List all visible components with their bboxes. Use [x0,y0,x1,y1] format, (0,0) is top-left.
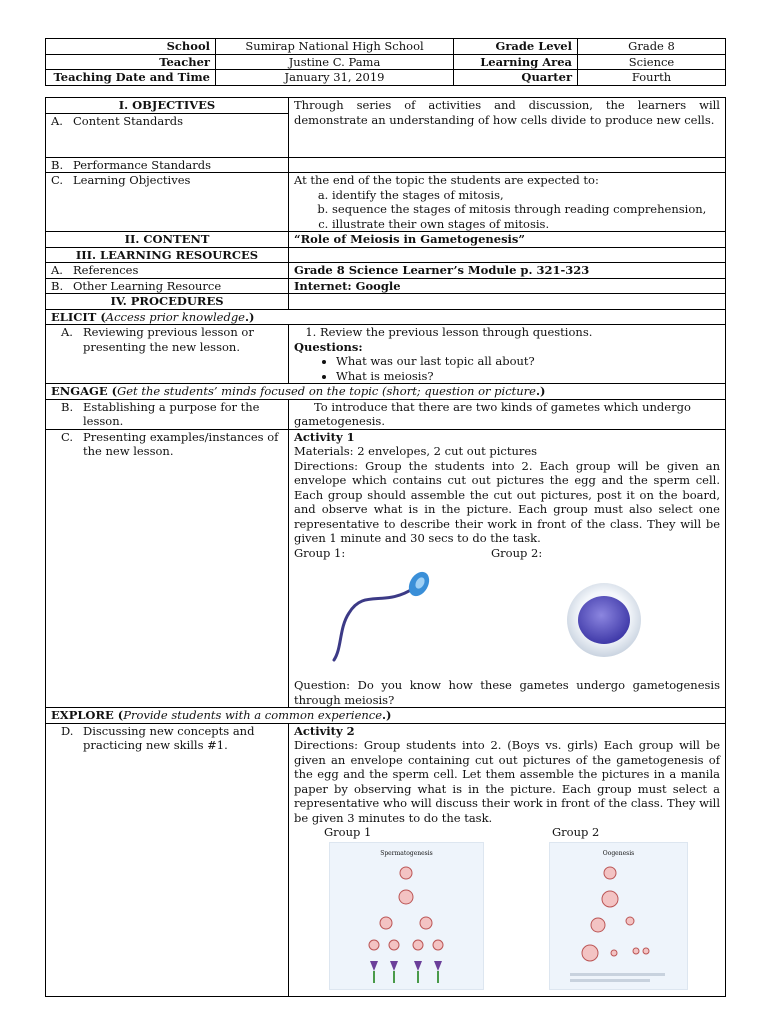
purpose-label: Establishing a purpose for the lesson. [83,399,260,428]
activity1-group1: Group 1: [294,545,346,560]
gamete-images [294,560,720,678]
quarter-label: Quarter [454,70,578,86]
purpose-cell: B. Establishing a purpose for the lesson. [46,399,289,429]
teacher-label: Teacher [46,54,216,70]
elicit-row: ELICIT (Access prior knowledge.) [46,309,726,325]
date-label: Teaching Date and Time [46,70,216,86]
activity2-title: Activity 2 [294,723,355,738]
oogenesis-diagram: Oogenesis [549,842,688,990]
resources-title: III. LEARNING RESOURCES [46,247,289,263]
other-resource-value: Internet: Google [289,278,726,294]
activity2-directions: Directions: Group students into 2. (Boys vs. girls) Each group will be given an envelope containing cut out pictures of the gametogenesis of the egg and the sperm cell. Let them assemble the pictures in a manila paper by observing what is in the picture. Each group must select a representative who will discuss their work in front of the class. They will be given 3 minutes to do the task. [294,738,720,825]
activity1-groups [294,546,720,561]
sperm-cell-image [324,568,444,668]
content-value: “Role of Meiosis in Gametogenesis” [289,232,726,248]
header-table [45,38,726,86]
explore-row: EXPLORE (Provide students with a common experience.) [46,708,726,724]
new-concepts-value [289,723,726,996]
grade-label: Grade Level [454,39,578,55]
date-value: January 31, 2019 [216,70,454,86]
activity1-title: Activity 1 [294,429,355,444]
learning-objectives-cell: C. Learning Objectives [46,173,289,232]
questions-label: Questions: [294,339,363,354]
content-standards-text: Through series of activities and discussion, the learners will demonstrate an understanding of how cells divide to produce new cells. [289,98,726,158]
purpose-value: To introduce that there are two kinds of gametes which undergo gametogenesis. [289,399,726,429]
performance-standards-label: Performance Standards [73,157,212,172]
learning-objectives-label: Learning Objectives [73,173,191,187]
activity2-group2: Group 2 [552,825,600,839]
other-resource-label: Other Learning Resource [73,278,222,293]
examples-label: Presenting examples/instances of the new lesson. [83,429,279,458]
other-resource-cell: B. Other Learning Resource [46,278,289,294]
review-lesson-cell: A. Reviewing previous lesson or presenting the new lesson. [46,325,289,384]
learning-objectives-value [289,173,726,232]
review-item: 1. Review the previous lesson through questions. [320,325,720,340]
objectives-intro: At the end of the topic the students are expected to: [294,173,599,187]
objective-item: a. identify the stages of mitosis, [332,188,720,203]
activity2-group1: Group 1 [324,825,372,839]
content-standards-label: Content Standards [73,113,183,128]
objectives-title: I. OBJECTIVES [46,98,289,114]
question-item: • What was our last topic all about? [336,354,720,369]
objective-item: c. illustrate their own stages of mitosis. [332,217,720,232]
new-concepts-label: Discussing new concepts and practicing new skills #1. [83,723,255,752]
gametogenesis-images [294,840,720,990]
examples-value [289,429,726,708]
examples-cell: C. Presenting examples/instances of the new lesson. [46,429,289,708]
activity1-question: Question: Do you know how these gametes undergo gametogenesis through meiosis? [294,678,720,707]
procedures-title: IV. PROCEDURES [46,294,289,310]
activity1-directions: Directions: Group the students into 2. Each group will be given an envelope which contains cut out pictures the egg and the sperm cell. Each group should assemble the cut out pictures, post it on the board, and observe what is in the picture. Each group must also select one representative to describe their work in front of the class. They will be given 1 minute and 30 secs to do the task. [294,458,720,545]
activity1-materials: Materials: 2 envelopes, 2 cut out pictures [294,444,538,458]
objectives-list [294,188,720,232]
question-item: • What is meiosis? [336,369,720,384]
review-lesson-value [289,325,726,384]
review-lesson-label: Reviewing previous lesson or presenting the new lesson. [83,325,254,354]
lesson-plan-table [45,97,726,997]
content-title: II. CONTENT [46,232,289,248]
quarter-value: Fourth [578,70,726,86]
teacher-value: Justine C. Pama [216,54,454,70]
content-standards-cell: A. Content Standards [46,113,289,157]
area-value: Science [578,54,726,70]
new-concepts-cell: D. Discussing new concepts and practicing new skills #1. [46,723,289,996]
area-label: Learning Area [454,54,578,70]
spermatogenesis-diagram: Spermatogenesis [329,842,484,990]
activity1-group2: Group 2: [491,545,543,560]
grade-value: Grade 8 [578,39,726,55]
egg-cell-image [564,580,644,660]
spermatogenesis-diagram-image [330,861,483,991]
references-value: Grade 8 Science Learner’s Module p. 321-323 [289,263,726,279]
school-value: Sumirap National High School [216,39,454,55]
objective-item: b. sequence the stages of mitosis through reading comprehension, [332,202,720,217]
performance-standards-value [289,157,726,173]
school-label: School [46,39,216,55]
performance-standards-cell: B. Performance Standards [46,157,289,173]
activity2-groups [294,825,720,840]
oogenesis-diagram-image [550,861,687,991]
engage-row: ENGAGE (Get the students’ minds focused on the topic (short; question or picture.) [46,384,726,400]
references-cell: A. References [46,263,289,279]
references-label: References [73,263,139,277]
